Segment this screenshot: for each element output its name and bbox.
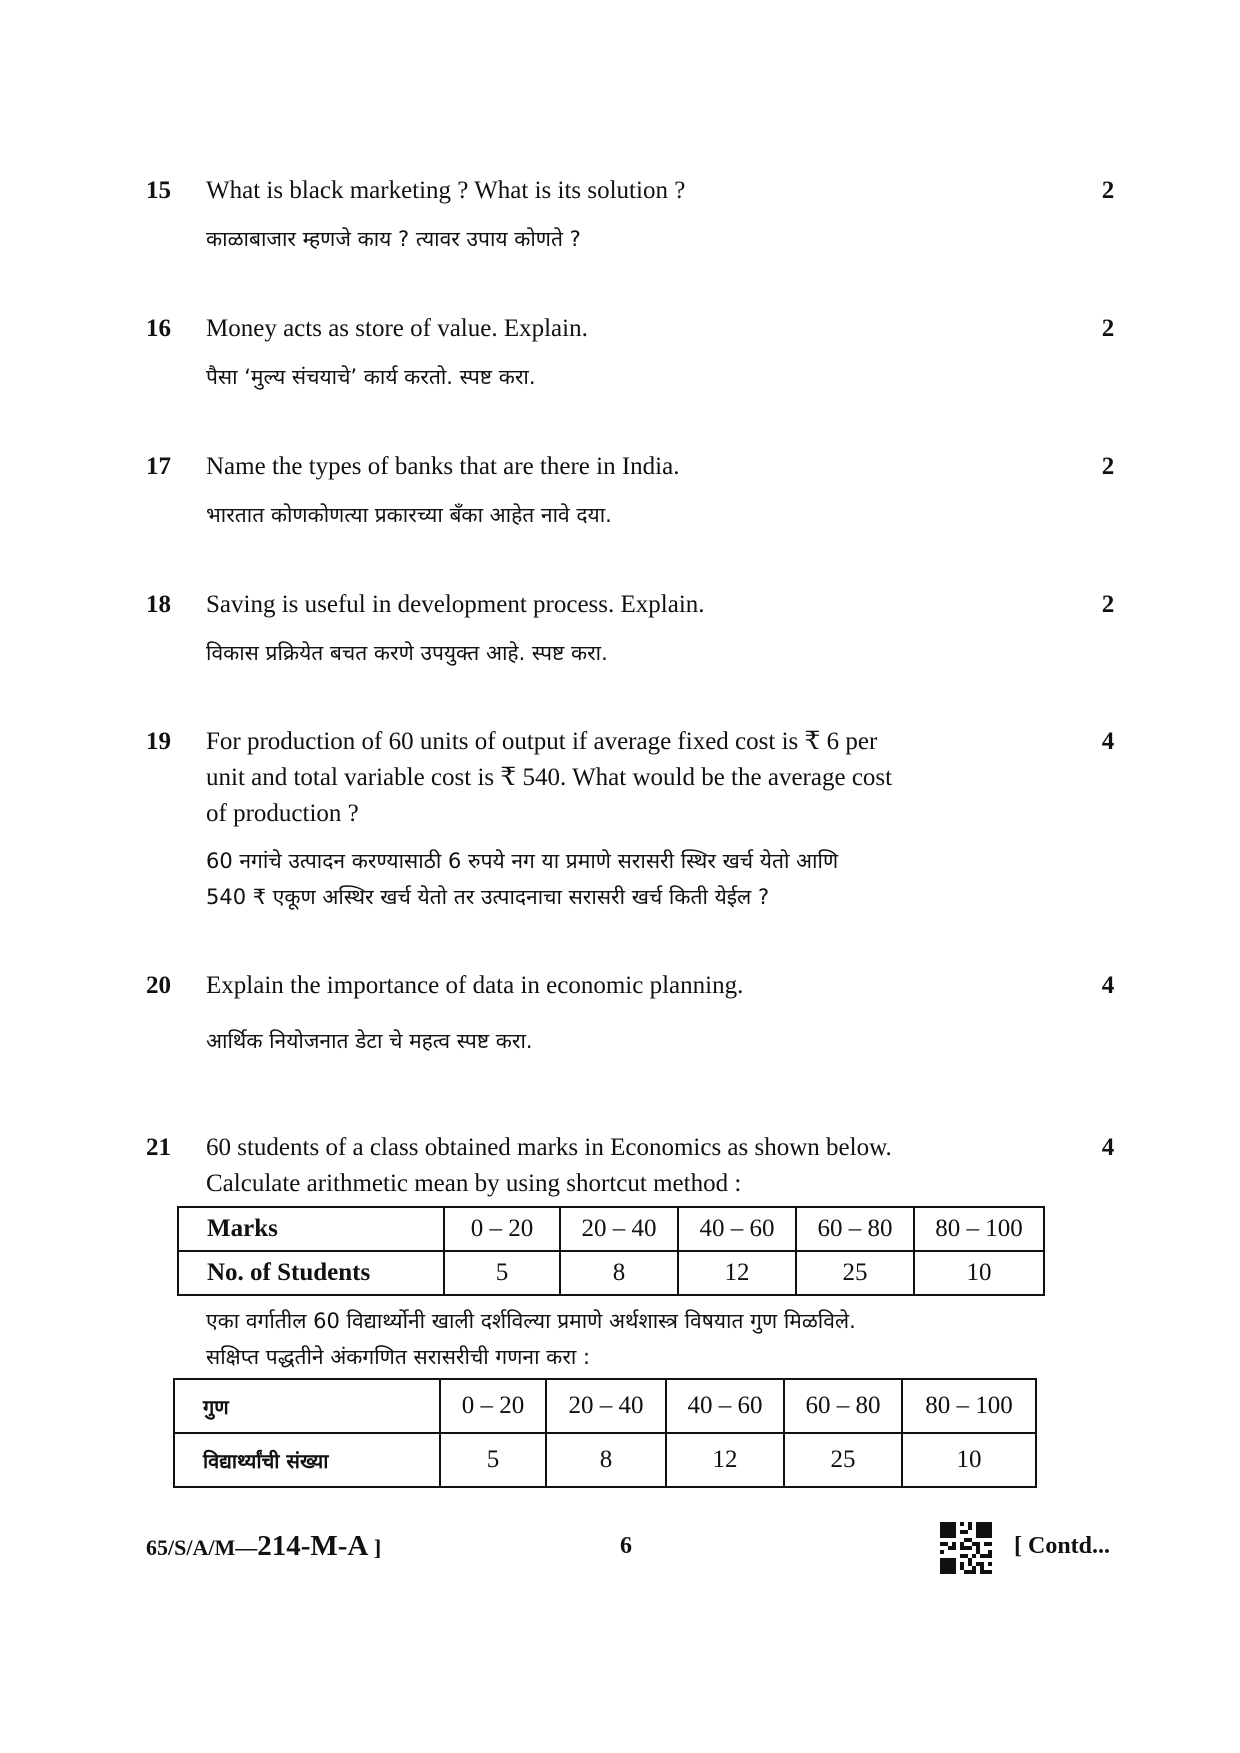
question-text-mr: भारतात कोणकोणत्या प्रकारच्या बँका आहेत नावे दया. — [206, 503, 612, 527]
question-text-en: What is black marketing ? What is its solution ? — [206, 177, 686, 204]
question-text-en: 60 students of a class obtained marks in Economics as shown below. Calculate arithmetic mean by using shortcut method : — [206, 1134, 892, 1197]
question-text-en: Money acts as store of value. Explain. — [206, 315, 588, 342]
table-cell: 40 – 60 — [678, 1207, 796, 1251]
question-text-mr: पैसा ‘मुल्य संचयाचे’ कार्य करतो. स्पष्ट करा. — [206, 365, 536, 389]
question-marks: 2 — [1101, 177, 1115, 204]
table-cell: 5 — [444, 1251, 560, 1295]
table-row-label: गुण — [174, 1379, 440, 1433]
question-text-en: Saving is useful in development process. Explain. — [206, 591, 705, 618]
paper-code-suffix: ] — [368, 1535, 382, 1560]
page-number: 6 — [620, 1533, 632, 1559]
table-cell: 40 – 60 — [666, 1379, 784, 1433]
continued-label: [ Contd... — [1014, 1533, 1111, 1559]
question-text-mr: एका वर्गातील 60 विद्यार्थ्योनी खाली दर्शविल्या प्रमाणे अर्थशास्त्र विषयात गुण मिळविले. सक्षिप्त पद्धतीने अंकगणित सरासरीची गणना करा : — [206, 1309, 856, 1369]
question-number: 18 — [146, 591, 171, 618]
table-cell: 80 – 100 — [902, 1379, 1036, 1433]
question-text-mr: आर्थिक नियोजनात डेटा चे महत्व स्पष्ट करा. — [206, 1029, 533, 1053]
paper-code-prefix: 65/S/A/M— — [146, 1535, 258, 1560]
question-text-en: Explain the importance of data in economic planning. — [206, 972, 744, 999]
question-number: 15 — [146, 177, 171, 204]
table-cell: 10 — [914, 1251, 1044, 1295]
question-marks: 2 — [1101, 591, 1115, 618]
question-marks: 4 — [1101, 972, 1115, 999]
table-row-label: Marks — [178, 1207, 444, 1251]
table-cell: 25 — [784, 1433, 902, 1487]
table-cell: 60 – 80 — [796, 1207, 914, 1251]
question-marks: 4 — [1101, 1134, 1115, 1161]
question-number: 19 — [146, 728, 171, 755]
table-cell: 0 – 20 — [444, 1207, 560, 1251]
question-text-mr: 60 नगांचे उत्पादन करण्यासाठी 6 रुपये नग या प्रमाणे सरासरी स्थिर खर्च येतो आणि 540 ₹ एकूण अस्थिर खर्च येतो तर उत्पादनाचा सरासरी खर्च किती येईल ? — [206, 849, 839, 909]
table-cell: 20 – 40 — [546, 1379, 666, 1433]
question-text-mr: विकास प्रक्रियेत बचत करणे उपयुक्त आहे. स्पष्ट करा. — [206, 641, 608, 665]
table-cell: 12 — [678, 1251, 796, 1295]
question-number: 17 — [146, 453, 171, 480]
question-number: 20 — [146, 972, 171, 999]
paper-code — [146, 1528, 381, 1566]
table-cell: 0 – 20 — [440, 1379, 546, 1433]
table-cell: 10 — [902, 1433, 1036, 1487]
table-cell: 80 – 100 — [914, 1207, 1044, 1251]
table-cell: 8 — [560, 1251, 678, 1295]
marks-table-en — [177, 1206, 1045, 1296]
table-cell: 8 — [546, 1433, 666, 1487]
marks-table-mr — [173, 1378, 1037, 1488]
question-number: 16 — [146, 315, 171, 342]
table-row-label: विद्यार्थ्यांची संख्या — [174, 1433, 440, 1487]
table-cell: 20 – 40 — [560, 1207, 678, 1251]
question-text-en: For production of 60 units of output if average fixed cost is ₹ 6 per unit and total variable cost is ₹ 540. What would be the average cost of production ? — [206, 728, 893, 827]
table-row-label: No. of Students — [178, 1251, 444, 1295]
paper-code-main: 214-M-A — [257, 1530, 369, 1562]
table-cell: 12 — [666, 1433, 784, 1487]
question-text-en: Name the types of banks that are there in India. — [206, 453, 680, 480]
table-cell: 5 — [440, 1433, 546, 1487]
question-marks: 4 — [1101, 728, 1115, 755]
table-cell: 25 — [796, 1251, 914, 1295]
question-number: 21 — [146, 1134, 171, 1161]
question-text-mr: काळाबाजार म्हणजे काय ? त्यावर उपाय कोणते ? — [206, 227, 581, 251]
qr-code-icon — [940, 1522, 992, 1574]
table-cell: 60 – 80 — [784, 1379, 902, 1433]
question-marks: 2 — [1101, 453, 1115, 480]
question-marks: 2 — [1101, 315, 1115, 342]
